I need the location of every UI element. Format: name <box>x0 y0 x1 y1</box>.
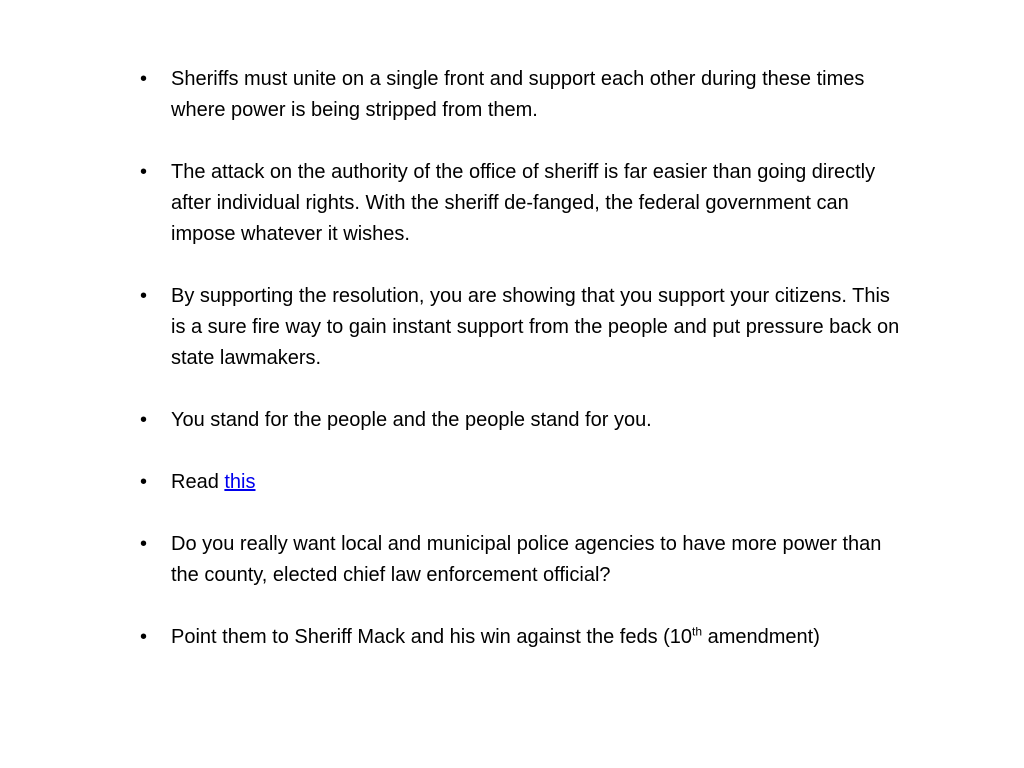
bullet-text-prefix: Read <box>171 471 225 493</box>
bullet-dot-icon: • <box>140 285 148 307</box>
bullet-list <box>140 64 900 684</box>
read-this-link[interactable]: this <box>224 471 256 493</box>
bullet-item <box>140 405 900 436</box>
bullet-item <box>140 622 900 653</box>
bullet-dot-icon: • <box>140 626 148 648</box>
bullet-text: The attack on the authority of the office of sheriff is far easier than going directly after individual rights. With the sheriff de-fanged, the federal government can impose whatever it wishes. <box>171 161 876 245</box>
bullet-dot-icon: • <box>140 409 148 431</box>
bullet-dot-icon: • <box>140 161 148 183</box>
bullet-dot-icon: • <box>140 471 148 493</box>
bullet-text: You stand for the people and the people stand for you. <box>171 409 652 431</box>
bullet-item <box>140 157 900 250</box>
bullet-text: Do you really want local and municipal police agencies to have more power than the county, elected chief law enforcement official? <box>171 533 882 586</box>
ordinal-superscript: th <box>692 624 703 639</box>
bullet-dot-icon: • <box>140 533 148 555</box>
bullet-item <box>140 529 900 591</box>
bullet-text: Sheriffs must unite on a single front and support each other during these times where power is being stripped from them. <box>171 68 865 121</box>
bullet-dot-icon: • <box>140 68 148 90</box>
bullet-item <box>140 467 900 498</box>
bullet-text-prefix: Point them to Sheriff Mack and his win against the feds (10 <box>171 626 693 648</box>
bullet-item <box>140 64 900 126</box>
bullet-item <box>140 281 900 374</box>
bullet-text-suffix: amendment) <box>702 626 820 648</box>
bullet-text: By supporting the resolution, you are showing that you support your citizens. This is a sure fire way to gain instant support from the people and put pressure back on state lawmakers. <box>171 285 900 369</box>
